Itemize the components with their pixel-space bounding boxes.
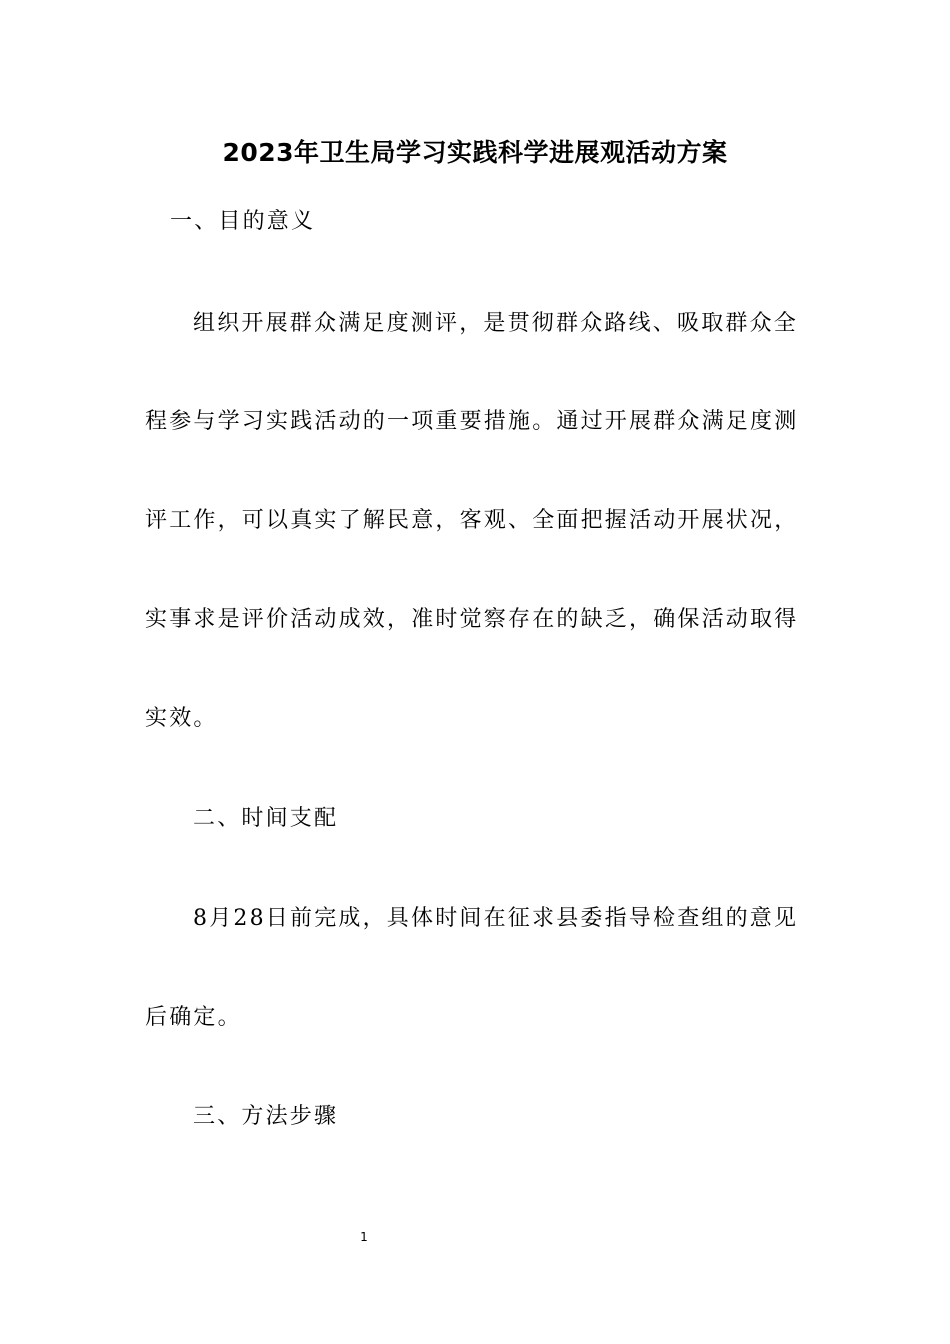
section-heading-methods: 三、方法步骤 bbox=[193, 1104, 339, 1129]
page-title: 2023年卫生局学习实践科学进展观活动方案 bbox=[222, 138, 728, 167]
paragraph-line: 后确定。 bbox=[145, 1005, 242, 1030]
paragraph-line: 组织开展群众满足度测评，是贯彻群众路线、吸取群众全 bbox=[193, 311, 799, 336]
section-heading-purpose: 一、目的意义 bbox=[170, 209, 316, 234]
paragraph-line: 实效。 bbox=[145, 706, 218, 731]
page-number: 1 bbox=[360, 1230, 368, 1244]
paragraph-line: 8月28日前完成，具体时间在征求县委指导检查组的意见 bbox=[193, 906, 799, 931]
section-heading-schedule: 二、时间支配 bbox=[193, 806, 339, 831]
paragraph-line: 程参与学习实践活动的一项重要措施。通过开展群众满足度测 bbox=[145, 409, 799, 434]
paragraph-line: 评工作，可以真实了解民意，客观、全面把握活动开展状况， bbox=[145, 508, 799, 533]
paragraph-line: 实事求是评价活动成效，准时觉察存在的缺乏，确保活动取得 bbox=[145, 607, 799, 632]
